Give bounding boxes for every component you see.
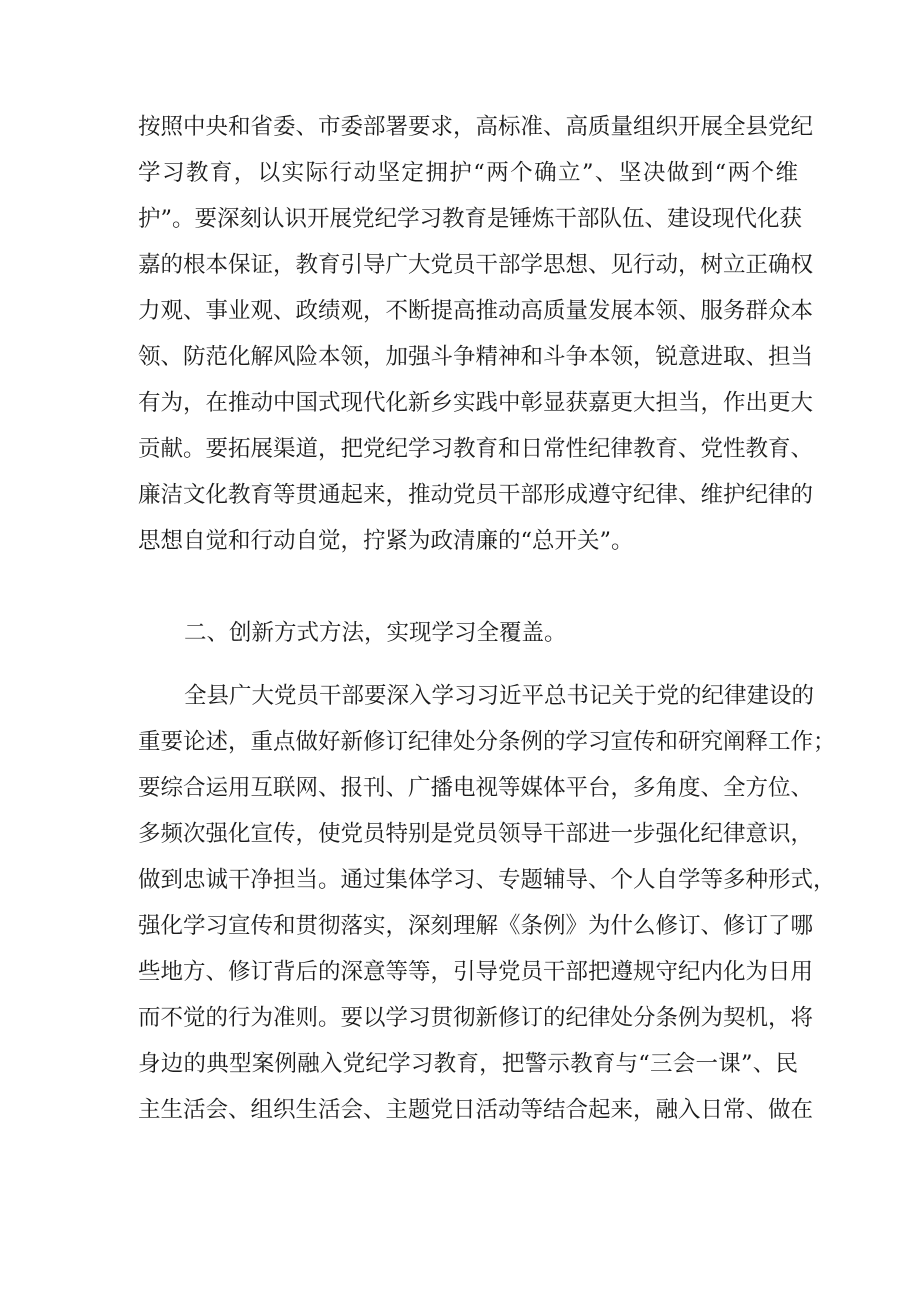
paragraph-1 [138,104,814,564]
text-line: 护”。要深刻认识开展党纪学习教育是锤炼干部队伍、建设现代化获 [138,206,803,232]
text-line: 而不觉的行为准则。要以学习贯彻新修订的纪律处分条例为契机，将 [138,1005,814,1031]
text-line: 身边的典型案例融入党纪学习教育，把警示教育与“三会一课”、民 [138,1051,798,1077]
text-line: 按照中央和省委、市委部署要求，高标准、高质量组织开展全县党纪 [138,114,814,140]
text-line: 思想自觉和行动自觉，拧紧为政清廉的“总开关”。 [138,528,634,554]
text-line: 力观、事业观、政绩观，不断提高推动高质量发展本领、服务群众本 [138,298,814,324]
paragraph-2 [138,673,836,1133]
text-line: 贡献。要拓展渠道，把党纪学习教育和日常性纪律教育、党性教育、 [138,436,814,462]
section-heading: 二、创新方式方法，实现学习全覆盖。 [184,620,567,646]
text-line: 廉洁文化教育等贯通起来，推动党员干部形成遵守纪律、维护纪律的 [138,482,814,508]
text-line: 全县广大党员干部要深入学习习近平总书记关于党的纪律建设的 [184,683,815,709]
text-line: 有为，在推动中国式现代化新乡实践中彰显获嘉更大担当，作出更大 [138,390,814,416]
text-line: 强化学习宣传和贯彻落实，深刻理解《条例》为什么修订、修订了哪 [138,913,814,939]
text-line: 重要论述，重点做好新修订纪律处分条例的学习宣传和研究阐释工作； [138,729,836,755]
text-line: 要综合运用互联网、报刊、广播电视等媒体平台，多角度、全方位、 [138,775,814,801]
section-2-heading-block [138,610,798,656]
text-line: 领、防范化解风险本领，加强斗争精神和斗争本领，锐意进取、担当 [138,344,814,370]
text-line: 些地方、修订背后的深意等等，引导党员干部把遵规守纪内化为日用 [138,959,814,985]
text-line: 嘉的根本保证，教育引导广大党员干部学思想、见行动，树立正确权 [138,252,814,278]
text-line: 学习教育，以实际行动坚定拥护“两个确立”、坚决做到“两个维 [138,160,798,186]
text-line: 多频次强化宣传，使党员特别是党员领导干部进一步强化纪律意识， [138,821,814,847]
text-line: 做到忠诚干净担当。通过集体学习、专题辅导、个人自学等多种形式， [138,867,836,893]
text-line: 主生活会、组织生活会、主题党日活动等结合起来，融入日常、做在 [138,1097,814,1123]
